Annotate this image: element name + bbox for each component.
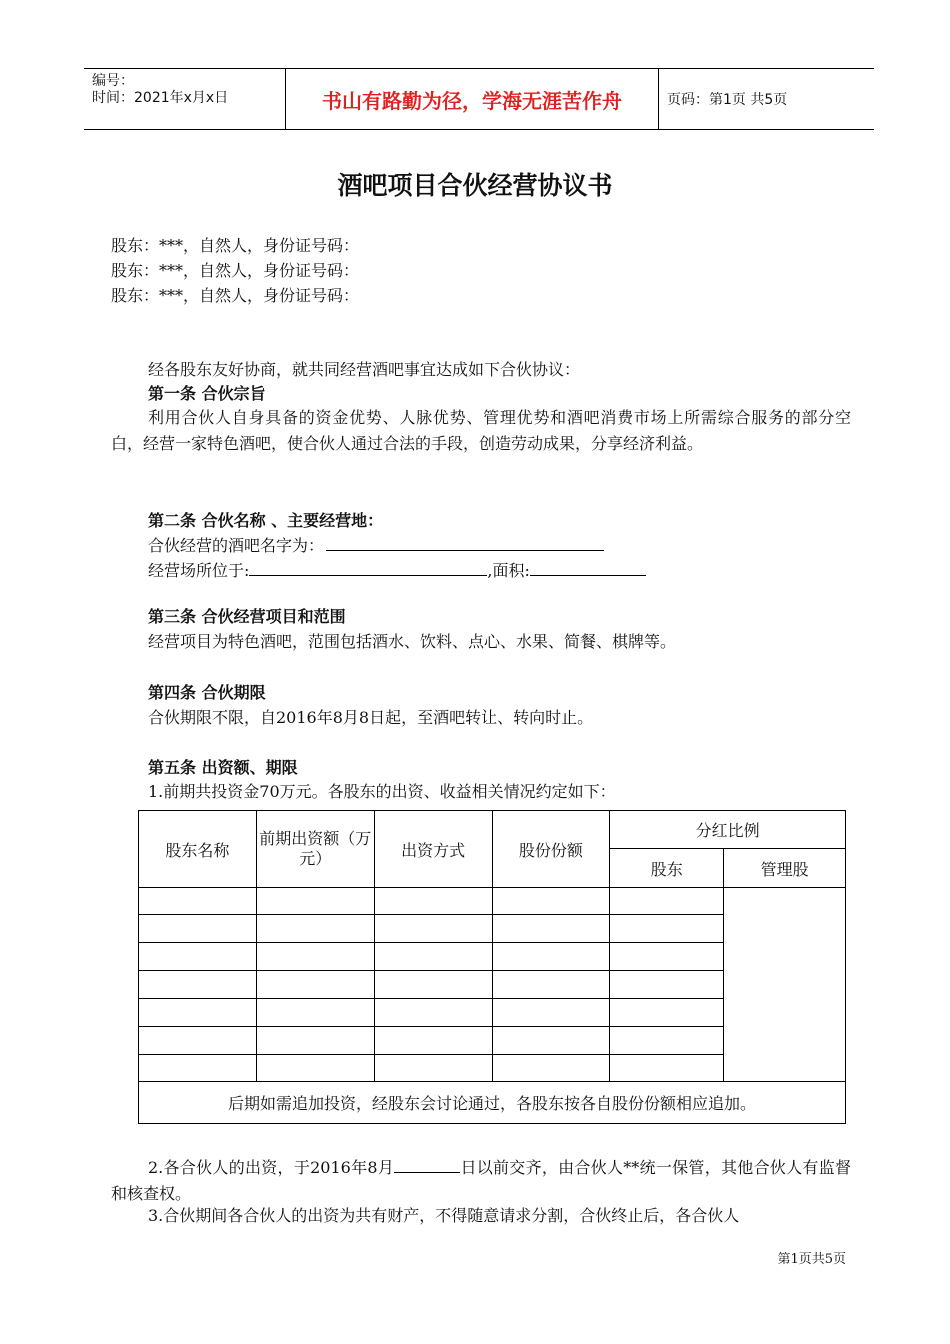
table-cell[interactable] bbox=[139, 1027, 257, 1055]
shareholder-line-3: 股东：***，自然人，身份证号码： bbox=[111, 286, 360, 305]
col-name-header: 股东名称 bbox=[139, 811, 257, 888]
table-cell[interactable] bbox=[492, 915, 610, 943]
intro-text: 经各股东友好协商，就共同经营酒吧事宜达成如下合伙协议： bbox=[148, 360, 581, 379]
table-cell[interactable] bbox=[374, 971, 492, 999]
serial-label: 编号： bbox=[92, 73, 134, 89]
table-cell[interactable] bbox=[139, 888, 257, 915]
table-cell[interactable] bbox=[610, 1027, 724, 1055]
table-cell[interactable] bbox=[610, 971, 724, 999]
area-label: ,面积: bbox=[487, 561, 530, 580]
shareholder-line-2: 股东：***，自然人，身份证号码： bbox=[111, 261, 360, 280]
article5-item1: 1.前期共投资金70万元。各股东的出资、收益相关情况约定如下： bbox=[148, 782, 616, 801]
article2-heading: 第二条 合伙名称 、主要经营地： bbox=[148, 511, 384, 530]
sub-management-header: 管理股 bbox=[724, 849, 846, 888]
article4-text: 合伙期限不限，自2016年8月8日起，至酒吧转让、转向时止。 bbox=[148, 708, 594, 727]
table-cell[interactable] bbox=[610, 943, 724, 971]
header-page-label: 页码：第1页 共5页 bbox=[667, 92, 788, 108]
table-cell[interactable] bbox=[492, 1027, 610, 1055]
table-cell[interactable] bbox=[139, 999, 257, 1027]
deposit-day-blank[interactable] bbox=[394, 1154, 460, 1173]
table-cell[interactable] bbox=[374, 1027, 492, 1055]
table-cell[interactable] bbox=[256, 915, 374, 943]
place-blank[interactable] bbox=[249, 557, 487, 576]
shareholder-line-1: 股东：***，自然人，身份证号码： bbox=[111, 236, 360, 255]
place-line bbox=[148, 557, 646, 583]
date-label: 时间：2021年x月x日 bbox=[92, 90, 229, 106]
table-cell[interactable] bbox=[256, 1055, 374, 1082]
bar-name-label: 合伙经营的酒吧名字为： bbox=[148, 536, 325, 555]
table-cell[interactable] bbox=[374, 999, 492, 1027]
article3-text: 经营项目为特色酒吧，范围包括酒水、饮料、点心、水果、简餐、棋牌等。 bbox=[148, 632, 677, 651]
table-cell[interactable] bbox=[256, 888, 374, 915]
table-cell[interactable] bbox=[492, 999, 610, 1027]
item2-text-a: 2.各合伙人的出资，于2016年8月 bbox=[148, 1158, 395, 1177]
article1-text: 利用合伙人自身具备的资金优势、人脉优势、管理优势和酒吧消费市场上所需综合服务的部分空白，经营一家特色酒吧，使合伙人通过合法的手段，创造劳动成果，分享经济利益。 bbox=[111, 408, 851, 453]
document-header bbox=[84, 68, 874, 130]
investment-table bbox=[138, 810, 846, 1124]
table-cell[interactable] bbox=[256, 943, 374, 971]
table-cell[interactable] bbox=[256, 971, 374, 999]
table-cell[interactable] bbox=[610, 915, 724, 943]
area-blank[interactable] bbox=[530, 557, 646, 576]
header-motto: 书山有路勤为径，学海无涯苦作舟 bbox=[285, 69, 659, 129]
table-cell[interactable] bbox=[374, 915, 492, 943]
table-cell[interactable] bbox=[374, 943, 492, 971]
article5-heading: 第五条 出资额、期限 bbox=[148, 758, 298, 777]
table-cell[interactable] bbox=[139, 943, 257, 971]
col-share-header: 股份份额 bbox=[492, 811, 610, 888]
table-cell[interactable] bbox=[492, 971, 610, 999]
table-cell[interactable] bbox=[139, 971, 257, 999]
sub-shareholder-header: 股东 bbox=[610, 849, 724, 888]
table-cell[interactable] bbox=[610, 888, 724, 915]
table-cell[interactable] bbox=[374, 1055, 492, 1082]
table-cell[interactable] bbox=[139, 915, 257, 943]
article3-heading: 第三条 合伙经营项目和范围 bbox=[148, 607, 346, 626]
col-dividend-header: 分红比例 bbox=[610, 811, 846, 849]
table-cell[interactable] bbox=[492, 888, 610, 915]
table-cell[interactable] bbox=[256, 1027, 374, 1055]
page-footer: 第1页共5页 bbox=[777, 1252, 846, 1267]
table-cell[interactable] bbox=[139, 1055, 257, 1082]
col-amount-header: 前期出资额（万元） bbox=[256, 811, 374, 888]
header-meta bbox=[92, 73, 282, 107]
table-cell[interactable] bbox=[492, 1055, 610, 1082]
bar-name-line bbox=[148, 532, 604, 558]
table-cell[interactable] bbox=[374, 888, 492, 915]
table-cell[interactable] bbox=[256, 999, 374, 1027]
document-title: 酒吧项目合伙经营协议书 bbox=[337, 171, 613, 200]
table-cell[interactable] bbox=[610, 1055, 724, 1082]
table-footer-note: 后期如需追加投资，经股东会讨论通过，各股东按各自股份份额相应追加。 bbox=[139, 1082, 846, 1124]
management-share-cell[interactable] bbox=[724, 888, 846, 1082]
table-cell[interactable] bbox=[610, 999, 724, 1027]
article4-heading: 第四条 合伙期限 bbox=[148, 683, 266, 702]
article5-item3: 3.合伙期间各合伙人的出资为共有财产，不得随意请求分割，合伙终止后，各合伙人 bbox=[148, 1206, 740, 1225]
article1-heading: 第一条 合伙宗旨 bbox=[148, 384, 266, 403]
article5-item2 bbox=[111, 1154, 851, 1207]
bar-name-blank[interactable] bbox=[326, 532, 604, 551]
col-method-header: 出资方式 bbox=[374, 811, 492, 888]
place-label: 经营场所位于: bbox=[148, 561, 250, 580]
table-cell[interactable] bbox=[492, 943, 610, 971]
item2-text-b: 日以前交齐，由合伙人**统一保管，其他合伙人有监督和核查权。 bbox=[111, 1158, 851, 1203]
